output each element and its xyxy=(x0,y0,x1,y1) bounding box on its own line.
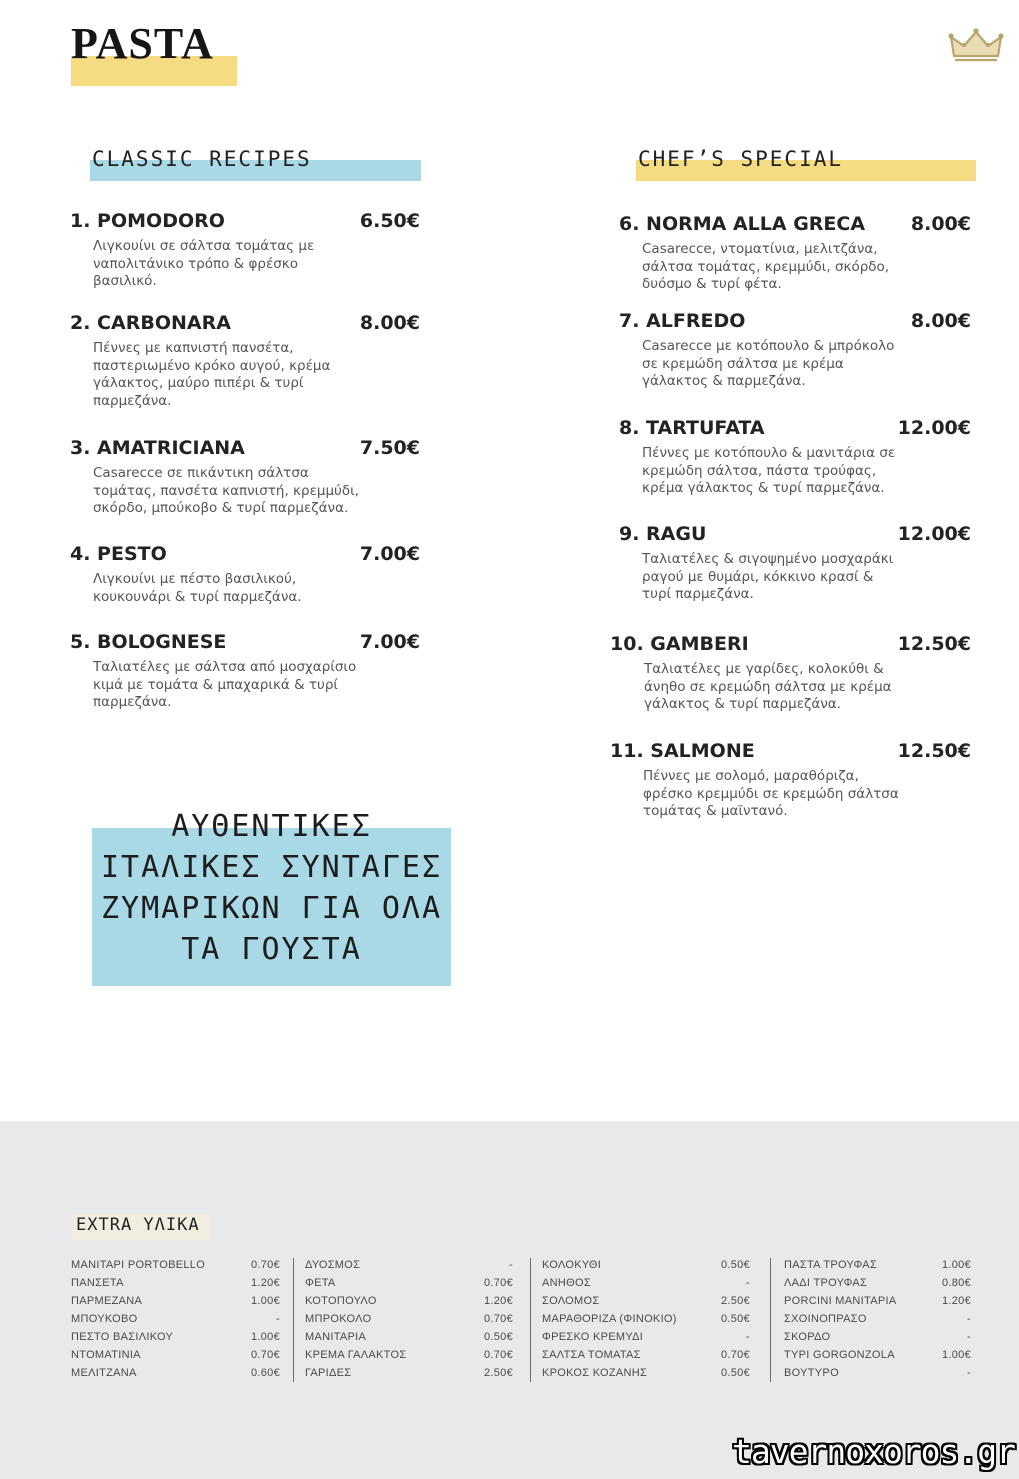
crown-icon xyxy=(948,26,1004,66)
extra-price: - xyxy=(967,1313,971,1325)
menu-item-name: 1. POMODORO xyxy=(70,210,225,232)
extras-row xyxy=(305,1365,513,1383)
extra-price: 1.00€ xyxy=(250,1331,280,1343)
extras-row xyxy=(71,1329,280,1347)
menu-item-name: 3. AMATRICIANA xyxy=(70,437,245,459)
extras-row xyxy=(71,1293,280,1311)
column-divider xyxy=(770,1258,771,1382)
description-line: Λιγκουίνι με πέστο βασιλικού, xyxy=(93,571,297,587)
extra-name: ΚΡΕΜΑ ΓΑΛΑΚΤΟΣ xyxy=(305,1349,407,1361)
menu-item-price: 12.00€ xyxy=(897,417,971,439)
chefs-special-heading: CHEF’S SPECIAL xyxy=(636,147,976,183)
extras-heading: EXTRA ΥΛΙΚΑ xyxy=(72,1210,200,1236)
extras-column xyxy=(305,1257,513,1383)
extras-row xyxy=(542,1347,750,1365)
extra-price: 1.00€ xyxy=(250,1295,280,1307)
description-line: σκόρδο, μπούκοβο & τυρί παρμεζάνα. xyxy=(93,500,349,516)
menu-item-description xyxy=(93,571,413,606)
menu-item-name: 4. PESTO xyxy=(70,543,167,565)
description-line: Πέννες με καπνιστή πανσέτα, xyxy=(93,340,294,356)
menu-item-description xyxy=(642,241,962,294)
menu-item-name: 11. SALMONE xyxy=(610,740,755,762)
extra-price: 0.50€ xyxy=(720,1367,750,1379)
extra-name: ΜΑΡΑΘΟΡΙΖΑ (ΦΙΝΟΚΙΟ) xyxy=(542,1313,677,1325)
extra-name: ΣΟΛΟΜΟΣ xyxy=(542,1295,600,1307)
extras-row xyxy=(71,1365,280,1383)
extras-column xyxy=(784,1257,971,1383)
extra-price: - xyxy=(746,1277,750,1289)
extra-name: PORCINI ΜΑΝΙΤΑΡΙΑ xyxy=(784,1295,897,1307)
description-line: άνηθο σε κρεμώδη σάλτσα με κρέμα xyxy=(644,678,892,695)
description-line: Λιγκουίνι σε σάλτσα τομάτας με xyxy=(93,238,315,254)
menu-item-price: 12.00€ xyxy=(897,523,971,545)
extras-row xyxy=(542,1365,750,1383)
description-line: Ταλιατέλες με σάλτσα από μοσχαρίσιο xyxy=(93,659,357,675)
extra-name: ΜΠΡΟΚΟΛΟ xyxy=(305,1313,372,1325)
extra-name: ΛΑΔΙ ΤΡΟΥΦΑΣ xyxy=(784,1277,868,1289)
extra-name: ΜΠΟΥΚΟΒΟ xyxy=(71,1313,138,1325)
extra-price: - xyxy=(276,1313,280,1325)
promo-text: ΑΥΘΕΝΤΙΚΕΣ ΙΤΑΛΙΚΕΣ ΣΥΝΤΑΓΕΣ ΖΥΜΑΡΙΚΩΝ ΓΙΑ ΟΛΑ ΤΑ ΓΟΥΣΤΑ xyxy=(100,809,443,967)
extra-name: ΣΑΛΤΣΑ ΤΟΜΑΤΑΣ xyxy=(542,1349,641,1361)
extras-row xyxy=(305,1311,513,1329)
menu-item-name: 6. NORMA ALLA GRECA xyxy=(619,213,866,235)
menu-item-price: 7.00€ xyxy=(359,631,420,653)
extra-price: 0.50€ xyxy=(720,1259,750,1271)
column-divider xyxy=(293,1258,294,1382)
extra-name: ΚΟΤΟΠΟΥΛΟ xyxy=(305,1295,377,1307)
description-line: τομάτας, πανσέτα καπνιστή, κρεμμύδι, xyxy=(93,482,359,499)
extra-name: ΣΚΟΡΔΟ xyxy=(784,1331,831,1343)
extra-price: 0.50€ xyxy=(720,1313,750,1325)
extra-name: ΤΥΡΙ GORGONZOLA xyxy=(784,1349,895,1361)
extras-column xyxy=(71,1257,280,1383)
extra-price: 1.00€ xyxy=(941,1349,971,1361)
extra-name: ΦΕΤΑ xyxy=(305,1277,336,1289)
description-line: γάλακτος & παρμεζάνα. xyxy=(642,373,806,389)
menu-item-description xyxy=(93,659,413,712)
extras-row xyxy=(542,1293,750,1311)
description-line: σε κρεμώδη σάλτσα με κρέμα xyxy=(642,355,844,372)
description-line: κρεμώδη σάλτσα, πάστα τρούφας, xyxy=(642,462,877,479)
description-line: Casarecce με κοτόπουλο & μπρόκολο xyxy=(642,338,895,354)
classic-recipes-heading: CLASSIC RECIPES xyxy=(90,147,421,183)
extras-row xyxy=(71,1347,280,1365)
menu-item-name: 2. CARBONARA xyxy=(70,312,231,334)
description-line: κρέμα γάλακτος & τυρί παρμεζάνα. xyxy=(642,480,885,496)
description-line: σάλτσα τομάτας, κρεμμύδι, σκόρδο, xyxy=(642,258,890,275)
extra-name: ΒΟΥΤΥΡΟ xyxy=(784,1367,839,1379)
extra-name: ΦΡΕΣΚΟ ΚΡΕΜΥΔΙ xyxy=(542,1331,644,1343)
extras-row xyxy=(305,1347,513,1365)
extra-price: - xyxy=(967,1367,971,1379)
watermark: tavernoxoros.gr xyxy=(732,1432,1016,1471)
description-line: κουκουνάρι & τυρί παρμεζάνα. xyxy=(93,588,302,605)
extra-name: ΚΟΛΟΚΥΘΙ xyxy=(542,1259,602,1271)
extras-row xyxy=(784,1329,971,1347)
menu-item-name: 9. RAGU xyxy=(619,523,707,545)
menu-item-description xyxy=(93,340,413,410)
extras-column xyxy=(542,1257,750,1383)
extra-price: 0.70€ xyxy=(483,1277,513,1289)
extra-name: ΓΑΡΙΔΕΣ xyxy=(305,1367,352,1379)
extra-name: ΚΡΟΚΟΣ ΚΟΖΑΝΗΣ xyxy=(542,1367,648,1379)
extra-price: 1.20€ xyxy=(483,1295,513,1307)
description-line: παρμεζάνα. xyxy=(93,694,172,710)
extras-row xyxy=(305,1257,513,1275)
menu-item-description xyxy=(642,338,962,391)
extras-row xyxy=(784,1275,971,1293)
menu-item-price: 8.00€ xyxy=(910,310,971,332)
extra-name: ΠΑΝΣΕΤΑ xyxy=(71,1277,124,1289)
extra-name: ΜΑΝΙΤΑΡΙ PORTOBELLO xyxy=(71,1259,206,1271)
menu-item-description xyxy=(93,238,413,291)
menu-item-description xyxy=(644,661,964,714)
extras-row xyxy=(784,1365,971,1383)
extras-row xyxy=(542,1311,750,1329)
extras-row xyxy=(784,1257,971,1275)
extra-name: ΠΑΡΜΕΖΑΝΑ xyxy=(71,1295,143,1307)
extra-price: 0.60€ xyxy=(250,1367,280,1379)
extra-price: 1.20€ xyxy=(941,1295,971,1307)
column-divider xyxy=(530,1258,531,1382)
menu-item-description xyxy=(93,465,413,518)
menu-item-name: 7. ALFREDO xyxy=(619,310,746,332)
menu-item-description xyxy=(642,551,962,604)
menu-item-name: 10. GAMBERI xyxy=(610,633,749,655)
description-line: Casarecce σε πικάντικη σάλτσα xyxy=(93,465,309,481)
extras-row xyxy=(71,1275,280,1293)
description-line: κιμά με τομάτα & μπαχαρικά & τυρί xyxy=(93,676,338,693)
extras-row xyxy=(71,1311,280,1329)
extras-row xyxy=(305,1329,513,1347)
extras-row xyxy=(305,1293,513,1311)
description-line: τυρί παρμεζάνα. xyxy=(642,586,754,602)
extra-price: 0.70€ xyxy=(720,1349,750,1361)
extra-name: ΣΧΟΙΝΟΠΡΑΣΟ xyxy=(784,1313,867,1325)
extra-name: ΠΑΣΤΑ ΤΡΟΥΦΑΣ xyxy=(784,1259,878,1271)
description-line: δυόσμο & τυρί φέτα. xyxy=(642,276,782,292)
extra-price: 0.70€ xyxy=(483,1349,513,1361)
menu-item-description xyxy=(642,445,962,498)
description-line: Πέννες με σολομό, μαραθόριζα, xyxy=(643,768,859,784)
extra-price: 2.50€ xyxy=(483,1367,513,1379)
menu-item-name: 8. TARTUFATA xyxy=(619,417,765,439)
description-line: γάλακτος, μαύρο πιπέρι & τυρί xyxy=(93,375,304,391)
description-line: τομάτας & μαϊντανό. xyxy=(643,803,788,819)
menu-item-price: 12.50€ xyxy=(897,633,971,655)
description-line: παρμεζάνα. xyxy=(93,392,172,409)
description-line: Casarecce, ντοματίνια, μελιτζάνα, xyxy=(642,241,878,257)
extras-row xyxy=(542,1329,750,1347)
extra-price: 0.70€ xyxy=(250,1259,280,1271)
menu-item-price: 8.00€ xyxy=(359,312,420,334)
extra-price: 0.70€ xyxy=(483,1313,513,1325)
extras-row xyxy=(784,1347,971,1365)
extra-price: - xyxy=(967,1331,971,1343)
extra-name: ΜΕΛΙΤΖΑΝΑ xyxy=(71,1367,137,1379)
description-line: φρέσκο κρεμμύδι σε κρεμώδη σάλτσα xyxy=(643,785,899,802)
extra-name: ΔΥΟΣΜΟΣ xyxy=(305,1259,361,1271)
extra-price: - xyxy=(746,1331,750,1343)
extra-name: ΠΕΣΤΟ ΒΑΣΙΛΙΚΟΥ xyxy=(71,1331,174,1343)
menu-item-price: 7.00€ xyxy=(359,543,420,565)
menu-item-name: 5. BOLOGNESE xyxy=(70,631,227,653)
menu-item-description xyxy=(643,768,963,821)
description-line: γάλακτος & τυρί παρμεζάνα. xyxy=(644,696,841,712)
extra-price: - xyxy=(509,1259,513,1271)
description-line: Πέννες με κοτόπουλο & μανιτάρια σε xyxy=(642,445,896,461)
extra-name: ΜΑΝΙΤΑΡΙΑ xyxy=(305,1331,367,1343)
extra-price: 0.80€ xyxy=(941,1277,971,1289)
menu-item-price: 8.00€ xyxy=(910,213,971,235)
extras-row xyxy=(305,1275,513,1293)
extra-name: ΑΝΗΘΟΣ xyxy=(542,1277,591,1289)
extras-row xyxy=(542,1275,750,1293)
description-line: βασιλικό. xyxy=(93,273,157,289)
page-title: PASTA xyxy=(71,19,214,68)
description-line: παστεριωμένο κρόκο αυγού, κρέμα xyxy=(93,357,331,374)
extra-name: ΝΤΟΜΑΤΙΝΙΑ xyxy=(71,1349,141,1361)
description-line: Ταλιατέλες με γαρίδες, κολοκύθι & xyxy=(644,661,884,677)
extras-row xyxy=(784,1311,971,1329)
menu-item-price: 6.50€ xyxy=(359,210,420,232)
menu-item-price: 7.50€ xyxy=(359,437,420,459)
page-title-block xyxy=(71,18,214,69)
extra-price: 0.50€ xyxy=(483,1331,513,1343)
description-line: Ταλιατέλες & σιγοψημένο μοσχαράκι xyxy=(642,551,894,567)
description-line: ναπολιτάνικο τρόπο & φρέσκο xyxy=(93,255,299,272)
extra-price: 2.50€ xyxy=(720,1295,750,1307)
extra-price: 1.20€ xyxy=(250,1277,280,1289)
extra-price: 0.70€ xyxy=(250,1349,280,1361)
menu-item-price: 12.50€ xyxy=(897,740,971,762)
extras-row xyxy=(784,1293,971,1311)
extras-row xyxy=(542,1257,750,1275)
extras-row xyxy=(71,1257,280,1275)
extra-price: 1.00€ xyxy=(941,1259,971,1271)
description-line: ραγού με θυμάρι, κόκκινο κρασί & xyxy=(642,568,874,585)
